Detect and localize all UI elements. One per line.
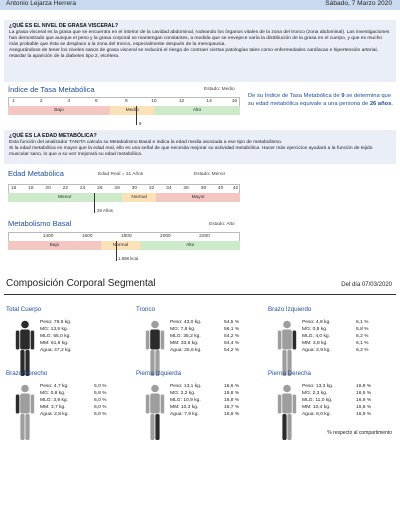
metabolic-rate-bands bbox=[8, 106, 240, 115]
basal-metabolism-title: Metabolismo Basal bbox=[8, 219, 72, 228]
metabolic-age-marker-label: 26 Años bbox=[97, 208, 113, 213]
value-row bbox=[170, 320, 264, 327]
value-percent bbox=[94, 320, 124, 327]
value-row bbox=[40, 327, 134, 334]
value-label: MLG: 10,9 kg. bbox=[170, 397, 201, 403]
tick-label: 32 bbox=[148, 186, 155, 191]
segment-title: Tronco bbox=[136, 306, 156, 313]
value-row bbox=[302, 398, 396, 405]
tick-label: 38 bbox=[200, 186, 207, 191]
segment-title: Brazo Derecho bbox=[6, 370, 48, 377]
real-age: Edad Real = 31 Años bbox=[98, 172, 144, 177]
metabolic-age-info-paragraph-1: Esta función del analizador TANITA calcula su Metabolismo Basal e indica la edad media asociada a ese tipo de metabolismo. bbox=[9, 140, 283, 145]
tick-label: 28 bbox=[114, 186, 120, 191]
metabolic-rate-marker-label: 9 bbox=[139, 121, 142, 126]
value-percent: 6,1 % bbox=[356, 320, 369, 325]
metabolic-rate-marker bbox=[136, 106, 137, 125]
value-percent bbox=[94, 348, 124, 355]
value-label: MLG: 3,9 kg. bbox=[40, 397, 68, 403]
value-label: Agua: 47,2 kg. bbox=[40, 347, 72, 353]
note-age: 26 años bbox=[369, 100, 392, 107]
tick-label: 30 bbox=[131, 186, 138, 191]
value-percent bbox=[94, 327, 124, 334]
divider bbox=[4, 294, 396, 295]
tick-label: 22 bbox=[62, 186, 69, 191]
value-percent: 6,2 % bbox=[356, 333, 369, 339]
value-percent: 16,9 % bbox=[356, 384, 372, 389]
value-row bbox=[40, 412, 134, 419]
tick-label: 2000 bbox=[160, 234, 171, 239]
segment-title: Total Cuerpo bbox=[6, 306, 42, 313]
tick-label: 26 bbox=[97, 186, 103, 191]
value-label: MG: 2,3 kg. bbox=[302, 390, 328, 396]
metabolic-rate-ticks bbox=[8, 97, 240, 106]
value-row bbox=[40, 334, 134, 341]
visceral-fat-info bbox=[4, 20, 396, 82]
tick-label: 18 bbox=[28, 186, 34, 191]
segmental-footnote: % respecto al compartimento bbox=[327, 430, 392, 436]
value-row bbox=[40, 341, 134, 348]
value-percent: 6,2 % bbox=[356, 347, 369, 353]
value-label: Agua: 25,6 kg. bbox=[170, 347, 202, 353]
metabolic-age-note bbox=[248, 93, 398, 108]
value-row bbox=[302, 334, 396, 341]
band-normal: Normal bbox=[101, 241, 140, 250]
value-row bbox=[302, 412, 396, 419]
value-row bbox=[302, 327, 396, 334]
value-label: MM: 10,3 kg. bbox=[170, 404, 199, 410]
value-row bbox=[302, 384, 396, 391]
note-value: 9 bbox=[341, 93, 345, 99]
report-date: Sábado, 7 Marzo 2020 bbox=[325, 0, 392, 7]
metabolic-age-marker bbox=[94, 193, 95, 213]
value-label: Peso: 13,3 kg. bbox=[302, 384, 334, 389]
tick-label: 20 bbox=[45, 186, 51, 191]
value-label: MLG: 65,0 kg. bbox=[40, 333, 71, 339]
value-percent: 54,5 % bbox=[224, 320, 240, 325]
note-text-1: De su Índice de Tasa Metabólica de bbox=[248, 93, 342, 99]
tick-label: 4 bbox=[67, 99, 71, 104]
value-row bbox=[302, 348, 396, 355]
tick-label: 40 bbox=[217, 186, 224, 191]
segment-values bbox=[40, 320, 134, 355]
band-higher: Mayor bbox=[156, 193, 240, 202]
metabolic-age-bands bbox=[8, 193, 240, 202]
value-percent: 5,8 % bbox=[356, 326, 369, 332]
value-percent: 16,8 % bbox=[356, 404, 372, 410]
value-row bbox=[40, 398, 134, 405]
tick-label: 1400 bbox=[42, 234, 54, 239]
tick-label: 24 bbox=[79, 186, 86, 191]
segment-right-arm bbox=[6, 370, 134, 454]
segment-values bbox=[302, 320, 396, 355]
visceral-info-paragraph-2: Asegurándose de tener los niveles sanos de grasa visceral se reducirá el riesgo de contraer ciertas patologías tales como enfermedades cardíacas e hipertensión arterial, retardar la aparición de la diabetes tipo 2, etcétera. bbox=[9, 48, 378, 59]
metabolic-age-status: Estado: Menor bbox=[194, 172, 226, 177]
segment-left-leg bbox=[136, 370, 264, 454]
value-row bbox=[170, 348, 264, 355]
value-row bbox=[302, 341, 396, 348]
value-row bbox=[170, 412, 264, 419]
value-row bbox=[40, 391, 134, 398]
tick-label: 16 bbox=[10, 186, 17, 191]
metabolic-rate-title: Índice de Tasa Metabólica bbox=[8, 85, 95, 94]
visceral-info-title: ¿QUÉ ES EL NIVEL DE GRASA VISCERAL? bbox=[9, 23, 119, 29]
segment-values bbox=[170, 384, 264, 419]
value-percent bbox=[94, 334, 124, 341]
value-label: Agua: 7,9 kg. bbox=[170, 411, 199, 417]
value-label: MM: 3,7 kg. bbox=[40, 404, 66, 410]
body-figure-right-leg-icon bbox=[274, 384, 300, 442]
value-row bbox=[302, 391, 396, 398]
value-label: MM: 33,6 kg. bbox=[170, 340, 199, 346]
value-label: MG: 13,9 kg. bbox=[40, 326, 68, 332]
value-row bbox=[170, 391, 264, 398]
value-percent bbox=[94, 341, 124, 348]
segmental-title: Composición Corporal Segmental bbox=[6, 278, 156, 289]
tick-label: 16 bbox=[231, 99, 238, 104]
tick-label: 2 bbox=[39, 99, 43, 104]
value-percent: 16,5 % bbox=[356, 390, 372, 396]
value-row bbox=[170, 398, 264, 405]
basal-metabolism-marker bbox=[116, 241, 117, 261]
value-percent: 16,8 % bbox=[224, 411, 240, 417]
value-percent: 16,9 % bbox=[356, 397, 372, 403]
value-percent: 15,8 % bbox=[224, 390, 240, 396]
value-row bbox=[40, 348, 134, 355]
metabolic-age-info bbox=[4, 130, 396, 164]
segmental-date: Del día 07/03/2020 bbox=[341, 282, 392, 288]
value-percent: 54,2 % bbox=[224, 347, 240, 353]
tick-label: 6 bbox=[95, 99, 98, 104]
value-percent: 54,2 % bbox=[224, 333, 240, 339]
band-low: Bajo bbox=[8, 106, 110, 115]
value-percent: 5,8 % bbox=[94, 390, 107, 396]
value-percent: 16,8 % bbox=[224, 397, 240, 403]
value-row bbox=[170, 384, 264, 391]
value-row bbox=[40, 405, 134, 412]
value-row bbox=[170, 341, 264, 348]
value-percent: 16,9 % bbox=[356, 411, 372, 417]
value-label: MM: 61,8 kg. bbox=[40, 340, 69, 346]
value-label: Agua: 2,9 kg. bbox=[302, 347, 331, 353]
value-percent: 16,6 % bbox=[224, 384, 240, 389]
segment-title: Brazo Izquierdo bbox=[268, 306, 312, 313]
body-figure-left-leg-icon bbox=[142, 384, 168, 442]
tick-label: 8 bbox=[124, 99, 128, 104]
segment-values bbox=[170, 320, 264, 355]
value-row bbox=[170, 405, 264, 412]
value-label: Agua: 2,8 kg. bbox=[40, 411, 69, 417]
value-label: MLG: 4,0 kg. bbox=[302, 333, 330, 339]
value-label: MG: 0,8 kg. bbox=[302, 326, 328, 332]
band-high: Alto bbox=[140, 241, 240, 250]
value-label: Peso: 78,9 kg. bbox=[40, 320, 72, 325]
metabolic-age-ticks bbox=[8, 184, 240, 193]
basal-metabolism-ticks bbox=[8, 232, 240, 241]
value-label: MG: 2,2 kg. bbox=[170, 390, 196, 396]
band-medium: Medio bbox=[110, 106, 154, 115]
value-row bbox=[40, 320, 134, 327]
band-high: Alto bbox=[154, 106, 240, 115]
value-percent: 16,7 % bbox=[224, 404, 240, 410]
metabolic-age-title: Edad Metabólica bbox=[8, 169, 64, 178]
band-low: Bajo bbox=[8, 241, 101, 250]
value-label: MG: 0,8 kg. bbox=[40, 390, 66, 396]
value-percent: 6,0 % bbox=[94, 384, 107, 389]
value-label: MG: 7,8 kg. bbox=[170, 326, 196, 332]
client-name: Antonio Lejarza Herrera bbox=[6, 0, 77, 7]
tick-label: 1800 bbox=[120, 234, 132, 239]
value-percent: 6,1 % bbox=[356, 340, 369, 346]
band-lower: Menor bbox=[8, 193, 122, 202]
segment-values bbox=[302, 384, 396, 419]
tick-label: 12 bbox=[178, 99, 185, 104]
value-percent: 6,0 % bbox=[94, 411, 107, 417]
tick-label: 36 bbox=[183, 186, 189, 191]
header-bar bbox=[0, 0, 400, 10]
value-label: Agua: 8,0 kg. bbox=[302, 411, 331, 417]
metabolic-rate-status: Estado: Medio bbox=[204, 87, 235, 92]
basal-metabolism-status: Estado: Alto bbox=[209, 222, 235, 227]
value-label: MLG: 35,2 kg. bbox=[170, 333, 201, 339]
tick-label: 1600 bbox=[81, 234, 93, 239]
tick-label: 1 bbox=[12, 99, 15, 104]
metabolic-age-scale bbox=[8, 184, 240, 204]
value-percent: 6,0 % bbox=[94, 397, 107, 403]
basal-metabolism-marker-label: 1.898 kcal. bbox=[118, 256, 140, 261]
value-label: Peso: 4,7 kg. bbox=[40, 384, 69, 389]
value-label: MM: 3,8 kg. bbox=[302, 340, 328, 346]
value-label: Peso: 13,1 kg. bbox=[170, 384, 202, 389]
band-normal: Normal bbox=[122, 193, 157, 202]
tick-label: 14 bbox=[206, 99, 212, 104]
note-text-3: . bbox=[391, 100, 394, 107]
basal-metabolism-scale bbox=[8, 232, 240, 252]
metabolic-age-info-title: ¿QUÉ ES LA EDAD METABÓLICA? bbox=[9, 133, 97, 139]
value-row bbox=[170, 327, 264, 334]
value-row bbox=[302, 405, 396, 412]
note-text-2: se determina que su edad metabólica equivale a una persona de bbox=[248, 93, 391, 107]
value-row bbox=[170, 334, 264, 341]
value-label: MM: 10,4 kg. bbox=[302, 404, 331, 410]
tick-label: 42 bbox=[232, 186, 239, 191]
segment-title: Pierna Izquierda bbox=[136, 370, 182, 377]
value-label: MLG: 11,0 kg. bbox=[302, 397, 333, 403]
body-figure-right-arm-icon bbox=[12, 384, 38, 442]
tick-label: 2200 bbox=[199, 234, 210, 239]
tick-label: 10 bbox=[151, 99, 157, 104]
value-row bbox=[40, 384, 134, 391]
value-percent: 6,0 % bbox=[94, 404, 107, 410]
segment-values bbox=[40, 384, 134, 419]
value-label: Peso: 4,8 kg. bbox=[302, 320, 331, 325]
segment-right-leg bbox=[268, 370, 396, 454]
metabolic-age-info-paragraph-2: Si la edad metabólica es mayor que la edad real, ello es una señal de que necesita mejorar su actividad metabólica. Hacer más ejercicios ayudará a la función de tejido muscular sano, lo que a su vez mejorará su edad metabólica. bbox=[9, 146, 373, 157]
metabolic-rate-scale bbox=[8, 97, 240, 117]
value-row bbox=[302, 320, 396, 327]
tick-label: 34 bbox=[166, 186, 172, 191]
value-percent: 56,1 % bbox=[224, 326, 240, 332]
value-percent: 54,4 % bbox=[224, 340, 240, 346]
basal-metabolism-bands bbox=[8, 241, 240, 250]
value-label: Peso: 43,0 kg. bbox=[170, 320, 202, 325]
segment-title: Pierna Derecha bbox=[268, 370, 311, 377]
visceral-info-paragraph-1: La grasa visceral es la grasa que se encuentra en el interior de la cavidad abdominal, rodeando los órganos vitales de la zona del tronco (zona abdominal). Las investigaciones han demostrado que aunque el peso y la grasa corporal se mantengan constantes, a medida que se envejece varía la distribución de la grasa en el cuerpo, y que es mucho más probable que ésta se desplace a la zona del tronco, especialmente después de la menopausia. bbox=[9, 30, 390, 47]
